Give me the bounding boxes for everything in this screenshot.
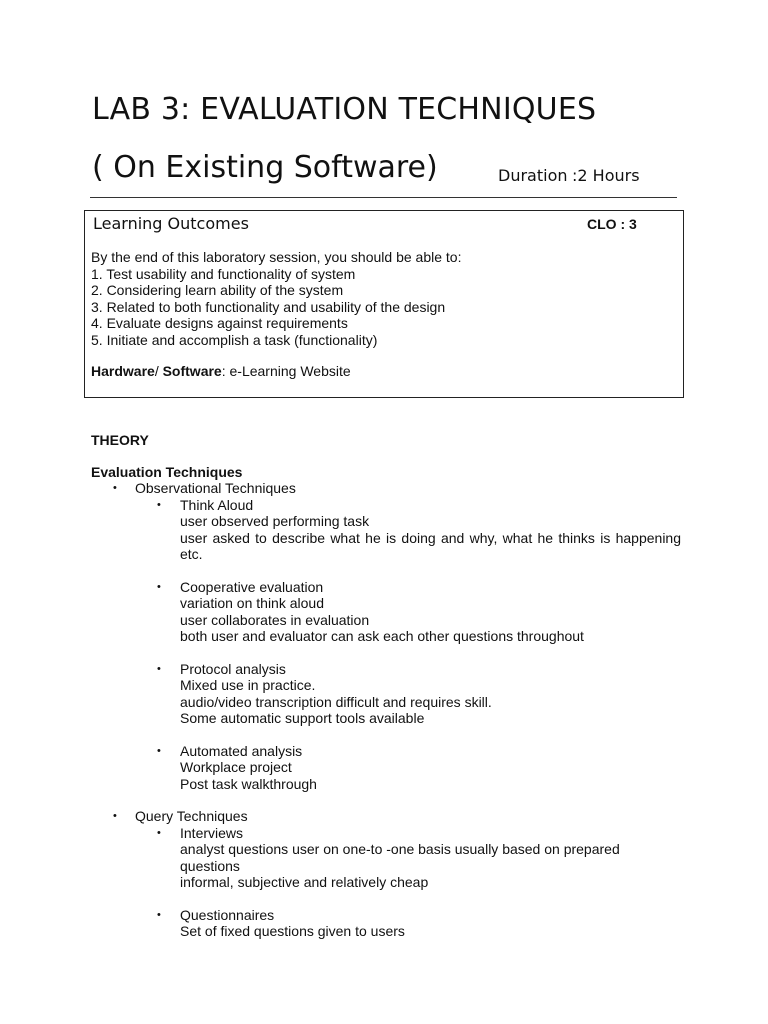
query-label: Query Techniques bbox=[135, 808, 248, 825]
learning-outcomes-list bbox=[91, 249, 461, 349]
sub-item-line: Post task walkthrough bbox=[180, 775, 317, 792]
section-title: Evaluation Techniques bbox=[91, 464, 243, 480]
duration-label: Duration bbox=[498, 166, 568, 185]
hardware-sep: / bbox=[154, 363, 163, 379]
sub-item-line: informal, subjective and relatively cheap bbox=[180, 874, 429, 891]
duration-value: :2 Hours bbox=[572, 166, 640, 185]
sub-item-title: Automated analysis bbox=[180, 742, 303, 759]
outcome-item: 5. Initiate and accomplish a task (functionality) bbox=[91, 331, 378, 348]
bullet-icon: • bbox=[113, 810, 117, 823]
sub-item-line: Some automatic support tools available bbox=[180, 710, 425, 727]
sub-item-title: Think Aloud bbox=[180, 496, 254, 513]
hardware-label: Hardware bbox=[91, 363, 155, 379]
learning-outcomes-box bbox=[84, 210, 684, 398]
hardware-value: : e-Learning Website bbox=[221, 363, 351, 379]
list-item-query bbox=[91, 808, 681, 939]
list-item-observational bbox=[91, 480, 681, 792]
bullet-icon: • bbox=[113, 482, 117, 495]
bullet-icon: • bbox=[157, 908, 161, 921]
sub-item-title: Cooperative evaluation bbox=[180, 578, 324, 595]
document-title: LAB 3: EVALUATION TECHNIQUES bbox=[92, 92, 597, 127]
bullet-icon: • bbox=[157, 826, 161, 839]
bullet-icon: • bbox=[157, 744, 161, 757]
bullet-icon: • bbox=[157, 580, 161, 593]
sub-item-interviews bbox=[135, 825, 681, 891]
sub-item-title: Interviews bbox=[180, 824, 244, 841]
learning-outcomes-intro: By the end of this laboratory session, you should be able to: bbox=[91, 249, 462, 265]
observational-label: Observational Techniques bbox=[135, 480, 296, 497]
sub-item-line: variation on think aloud bbox=[180, 595, 324, 612]
sub-item-line: analyst questions user on one-to -one basis usually based on prepared questions bbox=[180, 841, 620, 874]
bullet-icon: • bbox=[157, 498, 161, 511]
outcome-item: 3. Related to both functionality and usability of the design bbox=[91, 298, 446, 315]
sub-item-protocol bbox=[135, 661, 681, 727]
sub-item-line: user collaborates in evaluation bbox=[180, 611, 370, 628]
hardware-software-line bbox=[91, 363, 351, 379]
sub-item-title: Protocol analysis bbox=[180, 660, 286, 677]
sub-item-line: audio/video transcription difficult and requires skill. bbox=[180, 693, 492, 710]
sub-item-automated bbox=[135, 743, 681, 792]
sub-item-line: both user and evaluator can ask each other questions throughout bbox=[180, 628, 584, 645]
software-label: Software bbox=[162, 363, 222, 379]
outcome-item: 2. Considering learn ability of the system bbox=[91, 282, 344, 299]
clo-label: CLO : 3 bbox=[587, 216, 637, 232]
learning-outcomes-title: Learning Outcomes bbox=[93, 214, 249, 233]
sub-item-line: Workplace project bbox=[180, 759, 292, 776]
evaluation-techniques-section bbox=[91, 464, 681, 940]
sub-item-cooperative bbox=[135, 579, 681, 645]
sub-item-line: Set of fixed questions given to users bbox=[180, 923, 405, 940]
sub-item-line: Mixed use in practice. bbox=[180, 677, 316, 694]
sub-item-title: Questionnaires bbox=[180, 906, 275, 923]
theory-heading: THEORY bbox=[91, 432, 149, 448]
header-divider bbox=[90, 197, 677, 198]
sub-item-think-aloud bbox=[135, 497, 681, 563]
duration bbox=[498, 166, 640, 185]
outcome-item: 1. Test usability and functionality of system bbox=[91, 265, 356, 282]
sub-item-questionnaires bbox=[135, 907, 681, 940]
outcome-item: 4. Evaluate designs against requirements bbox=[91, 315, 348, 332]
bullet-icon: • bbox=[157, 662, 161, 675]
sub-item-line: user asked to describe what he is doing and why, what he thinks is happening etc. bbox=[180, 529, 681, 563]
document-subtitle: ( On Existing Software) bbox=[92, 150, 438, 185]
sub-item-line: user observed performing task bbox=[180, 513, 370, 530]
